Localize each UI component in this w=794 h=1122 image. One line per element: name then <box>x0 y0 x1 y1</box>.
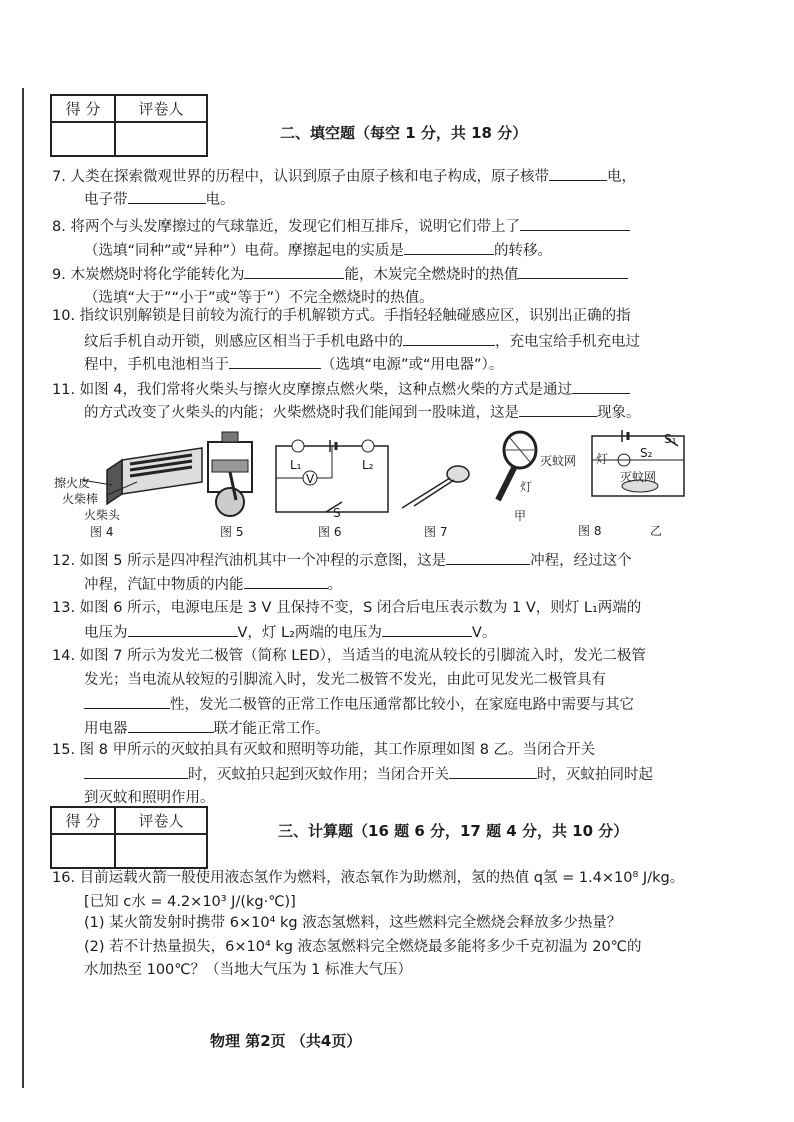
question-14-line3: 性，发光二极管的正常工作电压通常都比较小，在家庭电路中需要与其它 <box>84 692 634 714</box>
blank-8b[interactable] <box>404 238 494 255</box>
fig8-racket-diagram <box>486 430 546 510</box>
fig4-caption: 图 4 <box>90 525 114 539</box>
blank-11a[interactable] <box>572 377 630 394</box>
question-13-line1: 13. 如图 6 所示，电源电压是 3 V 且保持不变，S 闭合后电压表示数为 1 V，则灯 L₁两端的 <box>52 600 642 616</box>
fig6-label-l2: L₂ <box>362 458 374 472</box>
question-16-sub2-line1: (2) 若不计热量损失，6×10⁴ kg 液态氢燃料完全燃烧最多能将多少千克初温为 20℃的 <box>84 939 642 955</box>
question-11-line2: 的方式改变了火柴头的内能；火柴燃烧时我们能闻到一股味道，这是 现象。 <box>84 400 641 422</box>
blank-14a[interactable] <box>84 692 170 709</box>
grader-cell[interactable] <box>115 122 207 156</box>
fig4-label-head: 火柴头 <box>84 508 121 522</box>
blank-7b[interactable] <box>128 187 206 204</box>
fig8-label-lamp2: 灯 <box>596 452 609 466</box>
blank-9a[interactable] <box>244 262 344 279</box>
question-10-line2: 纹后手机自动开锁，则感应区相当于手机电路中的 ，充电宝给手机充电过 <box>84 329 640 351</box>
question-15-line2: 时，灭蚊拍只起到灭蚊作用；当闭合开关 时，灭蚊拍同时起 <box>84 762 653 784</box>
grader-cell[interactable] <box>115 834 207 868</box>
question-7-line2: 电子带 电。 <box>84 187 235 209</box>
fig6-label-s: S <box>333 506 341 520</box>
fig8-label-jia: 甲 <box>514 509 527 523</box>
question-11-line1: 11. 如图 4，我们常将火柴头与擦火皮摩擦点燃火柴，这种点燃火柴的方式是通过 <box>52 377 630 399</box>
score-table-1 <box>50 94 208 157</box>
question-12-line2: 冲程，汽缸中物质的内能 。 <box>84 572 342 594</box>
fig7-led-diagram <box>396 460 476 515</box>
score-header: 得 分 <box>51 807 115 834</box>
blank-7a[interactable] <box>549 164 607 181</box>
fig6-caption: 图 6 <box>318 525 342 539</box>
question-14-line1: 14. 如图 7 所示为发光二极管（简称 LED），当适当的电流从较长的引脚流入时，发光二极管 <box>52 648 646 664</box>
question-10-line3: 程中，手机电池相当于 （选填“电源”或“用电器”）。 <box>84 352 503 374</box>
score-cell[interactable] <box>51 834 115 868</box>
blank-12a[interactable] <box>446 548 530 565</box>
fig8-label-s1: S₁ <box>664 432 677 446</box>
fig7-caption: 图 7 <box>424 525 448 539</box>
question-16-sub1: (1) 某火箭发射时携带 6×10⁴ kg 液态氢燃料，这些燃料完全燃烧会释放多少热量？ <box>84 915 622 931</box>
section2-title: 二、填空题（每空 1 分，共 18 分） <box>280 124 528 142</box>
question-9-line2: （选填“大于”“小于”或“等于”）不完全燃烧时的热值。 <box>84 290 434 306</box>
blank-15a[interactable] <box>84 762 188 779</box>
blank-13a[interactable] <box>128 620 238 637</box>
blank-12b[interactable] <box>244 572 328 589</box>
page-footer: 物理 第2页 （共4页） <box>210 1032 362 1050</box>
fig5-caption: 图 5 <box>220 525 244 539</box>
blank-11b[interactable] <box>519 400 597 417</box>
score-table-2 <box>50 806 208 869</box>
score-header: 得 分 <box>51 95 115 122</box>
fig8-label-lamp: 灯 <box>520 480 533 494</box>
fig6-circuit-diagram <box>272 438 392 518</box>
blank-10a[interactable] <box>403 329 495 346</box>
question-15-line1: 15. 图 8 甲所示的灭蚊拍具有灭蚊和照明等功能，其工作原理如图 8 乙。当闭合开关 <box>52 742 596 758</box>
fig4-label-stick: 火柴棒 <box>62 492 99 506</box>
question-16-line1: 16. 目前运载火箭一般使用液态氢作为燃料，液态氧作为助燃剂，氢的热值 q氢 = 1.4×10⁸ J/kg。 <box>52 870 685 886</box>
grader-header: 评卷人 <box>115 95 207 122</box>
question-12-line1: 12. 如图 5 所示是四冲程汽油机其中一个冲程的示意图，这是 冲程，经过这个 <box>52 548 632 570</box>
question-10-line1: 10. 指纹识别解锁是目前较为流行的手机解锁方式。手指轻轻触碰感应区，识别出正确的指 <box>52 308 631 324</box>
blank-9b[interactable] <box>518 262 628 279</box>
blank-13b[interactable] <box>382 620 472 637</box>
question-7-line1: 7. 人类在探索微观世界的历程中，认识到原子由原子核和电子构成，原子核带 电， <box>52 164 636 186</box>
blank-10b[interactable] <box>229 352 321 369</box>
question-9-line1: 9. 木炭燃烧时将化学能转化为 能，木炭完全燃烧时的热值 <box>52 262 628 284</box>
fig5-engine-diagram <box>200 430 260 522</box>
score-cell[interactable] <box>51 122 115 156</box>
question-16-line2: [已知 c水 = 4.2×10³ J/(kg·℃)] <box>84 894 296 910</box>
question-14-line2: 发光；当电流从较短的引脚流入时，发光二极管不发光，由此可见发光二极管具有 <box>84 672 606 688</box>
question-13-line2: 电压为 V，灯 L₂两端的电压为 V。 <box>84 620 496 642</box>
question-14-line4: 用电器 联才能正常工作。 <box>84 716 330 738</box>
fig8-label-s2: S₂ <box>640 446 653 460</box>
fig6-label-v: V <box>306 472 315 486</box>
question-8-line1: 8. 将两个与头发摩擦过的气球靠近，发现它们相互排斥，说明它们带上了 <box>52 214 630 236</box>
fig8-caption: 图 8 <box>578 524 602 538</box>
blank-14b[interactable] <box>128 716 214 733</box>
question-15-line3: 到灭蚊和照明作用。 <box>84 790 215 806</box>
question-16-sub2-line2: 水加热至 100℃？（当地大气压为 1 标准大气压） <box>84 962 413 978</box>
grader-header: 评卷人 <box>115 807 207 834</box>
blank-15b[interactable] <box>449 762 537 779</box>
section3-title: 三、计算题（16 题 6 分，17 题 4 分，共 10 分） <box>278 822 629 840</box>
question-8-line2: （选填“同种”或“异种”）电荷。摩擦起电的实质是 的转移。 <box>84 238 552 260</box>
blank-8a[interactable] <box>520 214 630 231</box>
fig8-label-net2: 灭蚊网 <box>620 470 657 484</box>
page-margin-line <box>22 88 24 1088</box>
fig4-label-rub: 擦火皮 <box>54 476 91 490</box>
fig8-label-yi: 乙 <box>650 524 663 538</box>
fig8-label-net: 灭蚊网 <box>540 454 577 468</box>
fig6-label-l1: L₁ <box>290 458 302 472</box>
